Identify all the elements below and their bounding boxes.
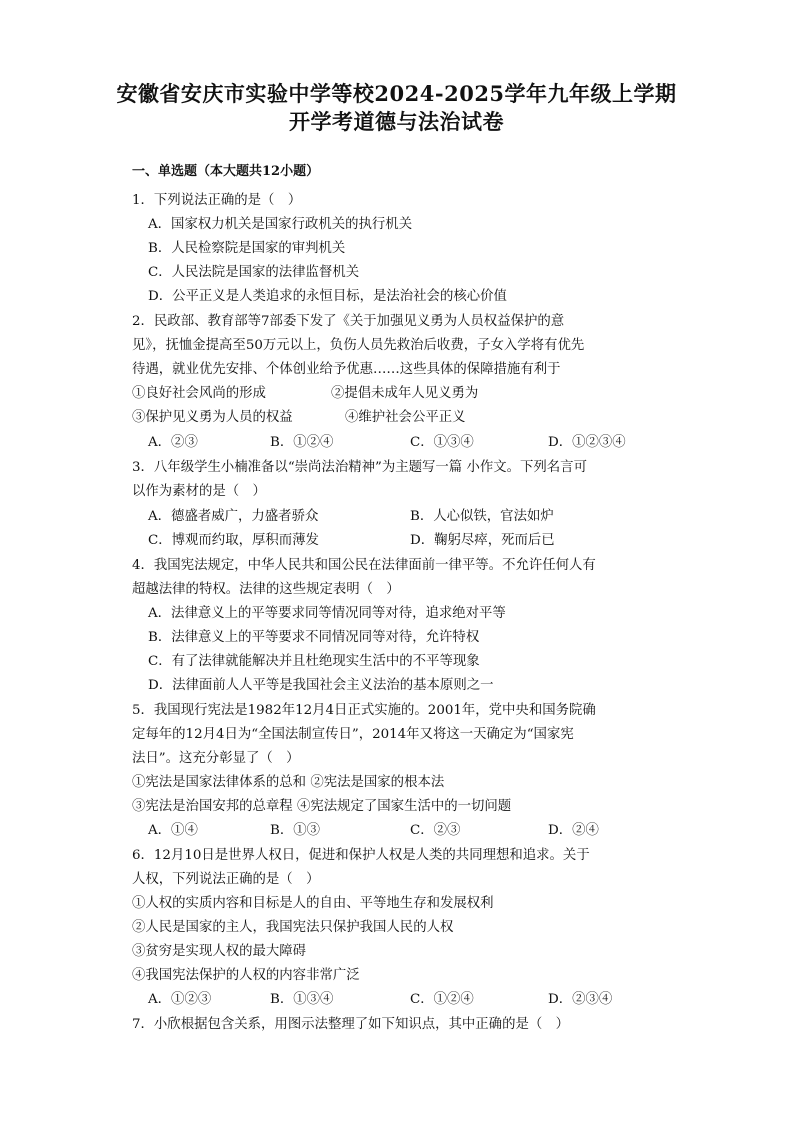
q5-statements-1-2: ①宪法是国家法律体系的总和 ②宪法是国家的根本法 <box>132 775 445 790</box>
q6-stem-line2: 人权，下列说法正确的是（ ） <box>132 872 320 887</box>
q6-statement-1: ①人权的实质内容和目标是人的自由、平等地生存和发展权利 <box>132 896 494 911</box>
q2-option-b: B．①②④ <box>270 435 334 450</box>
q1-stem: 1．下列说法正确的是（ ） <box>132 193 302 208</box>
q4-option-a: A．法律意义上的平等要求同等情况同等对待，追求绝对平等 <box>148 606 506 621</box>
q6-stem-line1: 6．12月10日是世界人权日，促进和保护人权是人类的共同理想和追求。关于 <box>132 848 590 863</box>
q2-statement-2: ②提倡未成年人见义勇为 <box>331 386 479 401</box>
q5-stem-line1: 5．我国现行宪法是1982年12月4日正式实施的。2001年，党中央和国务院确 <box>132 703 596 718</box>
q2-stem-line3: 待遇，就业优先安排、个体创业给予优惠……这些具体的保障措施有利于 <box>132 362 561 377</box>
q4-option-d: D．法律面前人人平等是我国社会主义法治的基本原则之一 <box>148 678 494 693</box>
q5-option-b: B．①③ <box>270 823 321 838</box>
q3-stem-line1: 3．八年级学生小楠准备以“崇尚法治精神”为主题写一篇 小作文。下列名言可 <box>132 460 587 475</box>
q2-stem-line1: 2．民政部、教育部等7部委下发了《关于加强见义勇为人员权益保护的意 <box>132 314 565 329</box>
q5-option-a: A．①④ <box>148 823 198 838</box>
q6-statement-4: ④我国宪法保护的人权的内容非常广泛 <box>132 968 360 983</box>
q3-option-c: C．博观而约取，厚积而薄发 <box>148 533 319 548</box>
q2-option-c: C．①③④ <box>410 435 474 450</box>
q4-option-b: B．法律意义上的平等要求不同情况同等对待，允许特权 <box>148 630 480 645</box>
q5-stem-line2: 定每年的12月4日为“全国法制宣传日”，2014年又将这一天确定为“国家宪 <box>132 727 574 742</box>
q2-statement-3: ③保护见义勇为人员的权益 <box>132 410 293 425</box>
q5-stem-line3: 法日”。这充分彰显了（ ） <box>132 751 300 766</box>
q6-statement-3: ③贫穷是实现人权的最大障碍 <box>132 944 307 959</box>
section-heading: 一、单选题（本大题共12小题） <box>132 164 320 179</box>
q3-stem-line2: 以作为素材的是（ ） <box>132 484 266 499</box>
q6-option-d: D．②③④ <box>548 992 613 1007</box>
q2-statement-4: ④维护社会公平正义 <box>345 410 466 425</box>
q4-stem-line1: 4．我国宪法规定，中华人民共和国公民在法律面前一律平等。不允许任何人有 <box>132 558 596 573</box>
q6-option-a: A．①②③ <box>148 992 212 1007</box>
q3-option-a: A．德盛者威广，力盛者骄众 <box>148 509 319 524</box>
q1-option-b: B．人民检察院是国家的审判机关 <box>148 241 346 256</box>
q2-option-d: D．①②③④ <box>548 435 626 450</box>
q4-option-c: C．有了法律就能解决并且杜绝现实生活中的不平等现象 <box>148 654 480 669</box>
document-title-line1: 安徽省安庆市实验中学等校2024-2025学年九年级上学期 <box>116 81 677 106</box>
q7-stem: 7．小欣根据包含关系，用图示法整理了如下知识点，其中正确的是（ ） <box>132 1017 570 1032</box>
q1-option-c: C．人民法院是国家的法律监督机关 <box>148 265 360 280</box>
q2-option-a: A．②③ <box>148 435 198 450</box>
q2-stem-line2: 见》，抚恤金提高至50万元以上，负伤人员先救治后收费，子女入学将有优先 <box>132 338 585 353</box>
q3-option-b: B．人心似铁，官法如炉 <box>410 509 554 524</box>
q2-statement-1: ①良好社会风尚的形成 <box>132 386 266 401</box>
document-title-line2: 开学考道德与法治试卷 <box>289 109 504 134</box>
q3-option-d: D．鞠躬尽瘁，死而后已 <box>410 533 555 548</box>
q5-option-c: C．②③ <box>410 823 461 838</box>
q1-option-d: D．公平正义是人类追求的永恒目标，是法治社会的核心价值 <box>148 289 507 304</box>
q6-statement-2: ②人民是国家的主人，我国宪法只保护我国人民的人权 <box>132 920 454 935</box>
q1-option-a: A．国家权力机关是国家行政机关的执行机关 <box>148 217 413 232</box>
q5-option-d: D．②④ <box>548 823 599 838</box>
q6-option-c: C．①②④ <box>410 992 474 1007</box>
q5-statements-3-4: ③宪法是治国安邦的总章程 ④宪法规定了国家生活中的一切问题 <box>132 799 512 814</box>
q4-stem-line2: 超越法律的特权。法律的这些规定表明（ ） <box>132 582 400 597</box>
q6-option-b: B．①③④ <box>270 992 334 1007</box>
